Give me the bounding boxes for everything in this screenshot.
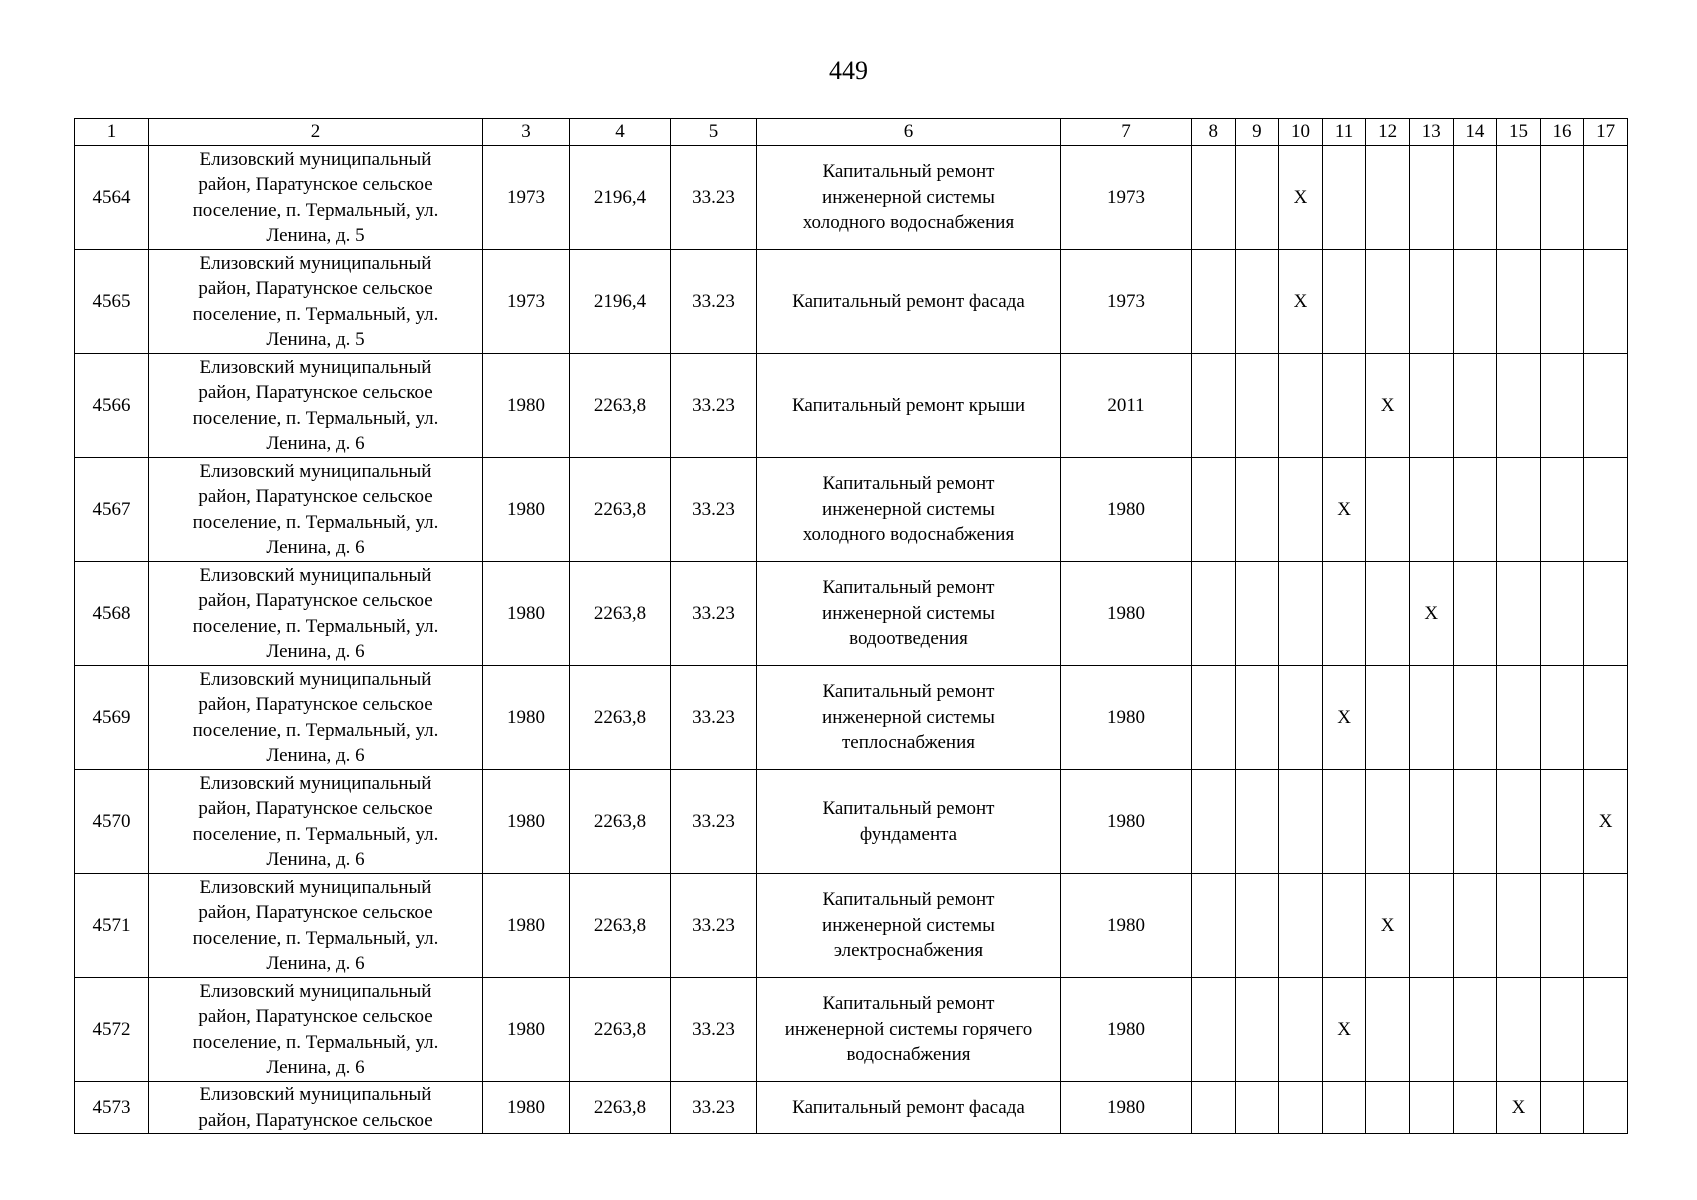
work-type-line: Капитальный ремонт (822, 798, 995, 819)
address-cell (149, 458, 483, 562)
period-mark-cell: X (1279, 250, 1323, 354)
work-type-line: Капитальный ремонт фасада (792, 290, 1025, 312)
period-mark-cell (1409, 1082, 1453, 1134)
period-mark-cell (1540, 1082, 1584, 1134)
period-mark-cell: X (1279, 146, 1323, 250)
table-row (75, 458, 1628, 562)
period-mark-cell (1540, 354, 1584, 458)
year-built-cell: 1980 (483, 874, 570, 978)
period-mark-cell (1192, 874, 1236, 978)
work-type-line: водоснабжения (846, 1044, 971, 1066)
area-cell: 2263,8 (570, 354, 671, 458)
register-table (74, 118, 1628, 1134)
row-number-cell: 4564 (75, 146, 149, 250)
area-cell: 2263,8 (570, 666, 671, 770)
period-mark-cell (1497, 458, 1541, 562)
period-mark-cell (1584, 458, 1628, 562)
rate-cell: 33.23 (671, 1082, 757, 1134)
address-line: район, Паратунское сельское (198, 1109, 433, 1131)
column-header: 14 (1453, 119, 1497, 146)
table-row (75, 770, 1628, 874)
period-mark-cell (1497, 250, 1541, 354)
address-line: Ленина, д. 5 (266, 329, 365, 350)
column-header: 11 (1322, 119, 1366, 146)
row-number-cell: 4567 (75, 458, 149, 562)
work-type-line: инженерной системы горячего (784, 1018, 1033, 1040)
table-row (75, 666, 1628, 770)
year-built-cell: 1980 (483, 562, 570, 666)
address-cell (149, 354, 483, 458)
period-mark-cell (1235, 354, 1279, 458)
address-cell (149, 770, 483, 874)
period-mark-cell: X (1497, 1082, 1541, 1134)
work-type-line: Капитальный ремонт крыши (791, 394, 1026, 416)
period-mark-cell: X (1409, 562, 1453, 666)
table-row (75, 250, 1628, 354)
work-type-line: инженерной системы (822, 186, 995, 208)
period-mark-cell (1322, 874, 1366, 978)
year-last-repair-cell: 1980 (1061, 770, 1192, 874)
address-line: Елизовский муниципальный (199, 668, 432, 690)
work-type-line: Капитальный ремонт (822, 577, 995, 599)
period-mark-cell (1366, 146, 1410, 250)
year-built-cell: 1980 (483, 1082, 570, 1134)
work-type-line: Капитальный ремонт фасада (792, 1096, 1025, 1118)
address-line: поселение, п. Термальный, ул. (192, 927, 439, 949)
work-type-cell (757, 978, 1061, 1082)
address-cell (149, 146, 483, 250)
work-type-cell (757, 562, 1061, 666)
address-line: Елизовский муниципальный (199, 460, 432, 482)
period-mark-cell (1235, 562, 1279, 666)
period-mark-cell (1540, 458, 1584, 562)
address-line: Елизовский муниципальный (199, 148, 432, 170)
period-mark-cell (1497, 354, 1541, 458)
work-type-line: Капитальный ремонт (822, 993, 995, 1015)
year-built-cell: 1980 (483, 978, 570, 1082)
year-last-repair-cell: 1980 (1061, 562, 1192, 666)
period-mark-cell (1409, 874, 1453, 978)
address-line: поселение, п. Термальный, ул. (192, 407, 439, 429)
period-mark-cell (1322, 354, 1366, 458)
column-header: 2 (149, 119, 483, 146)
column-header: 1 (75, 119, 149, 146)
work-type-cell (757, 354, 1061, 458)
work-type-line: Капитальный ремонт (822, 473, 995, 495)
period-mark-cell (1540, 770, 1584, 874)
period-mark-cell (1279, 562, 1323, 666)
period-mark-cell (1366, 978, 1410, 1082)
column-header: 16 (1540, 119, 1584, 146)
period-mark-cell (1322, 770, 1366, 874)
year-last-repair-cell: 1980 (1061, 978, 1192, 1082)
year-built-cell: 1973 (483, 146, 570, 250)
year-built-cell: 1980 (483, 458, 570, 562)
rate-cell: 33.23 (671, 666, 757, 770)
period-mark-cell (1453, 666, 1497, 770)
address-line: район, Паратунское сельское (198, 590, 433, 611)
table-row (75, 874, 1628, 978)
work-type-line: холодного водоснабжения (802, 524, 1015, 546)
work-type-line: Капитальный ремонт (822, 889, 995, 911)
year-last-repair-cell: 1980 (1061, 1082, 1192, 1134)
rate-cell: 33.23 (671, 354, 757, 458)
period-mark-cell (1584, 874, 1628, 978)
period-mark-cell (1584, 354, 1628, 458)
period-mark-cell (1409, 978, 1453, 1082)
period-mark-cell (1192, 666, 1236, 770)
period-mark-cell (1453, 562, 1497, 666)
period-mark-cell (1279, 978, 1323, 1082)
period-mark-cell (1235, 666, 1279, 770)
rate-cell: 33.23 (671, 250, 757, 354)
work-type-line: холодного водоснабжения (802, 212, 1015, 234)
area-cell: 2263,8 (570, 874, 671, 978)
row-number-cell: 4569 (75, 666, 149, 770)
period-mark-cell (1584, 146, 1628, 250)
work-type-line: водоотведения (849, 628, 968, 650)
address-line: Ленина, д. 5 (266, 225, 365, 246)
period-mark-cell (1235, 978, 1279, 1082)
period-mark-cell (1497, 978, 1541, 1082)
address-line: Елизовский муниципальный (199, 876, 432, 898)
period-mark-cell (1235, 874, 1279, 978)
period-mark-cell (1409, 458, 1453, 562)
period-mark-cell (1540, 978, 1584, 1082)
address-cell (149, 562, 483, 666)
period-mark-cell (1584, 978, 1628, 1082)
table-row (75, 978, 1628, 1082)
column-header: 12 (1366, 119, 1410, 146)
period-mark-cell (1540, 874, 1584, 978)
period-mark-cell (1497, 562, 1541, 666)
address-line: Ленина, д. 6 (266, 1057, 365, 1078)
period-mark-cell (1497, 666, 1541, 770)
period-mark-cell (1192, 458, 1236, 562)
area-cell: 2263,8 (570, 770, 671, 874)
address-line: поселение, п. Термальный, ул. (192, 1031, 439, 1053)
address-line: район, Паратунское сельское (198, 174, 433, 195)
period-mark-cell (1409, 770, 1453, 874)
period-mark-cell (1453, 146, 1497, 250)
area-cell: 2196,4 (570, 146, 671, 250)
period-mark-cell (1366, 250, 1410, 354)
year-built-cell: 1980 (483, 770, 570, 874)
period-mark-cell (1453, 978, 1497, 1082)
rate-cell: 33.23 (671, 146, 757, 250)
work-type-line: электроснабжения (833, 940, 984, 962)
work-type-line: Капитальный ремонт (822, 681, 995, 703)
period-mark-cell (1409, 250, 1453, 354)
address-line: Елизовский муниципальный (199, 772, 432, 794)
period-mark-cell (1322, 562, 1366, 666)
column-header: 13 (1409, 119, 1453, 146)
area-cell: 2263,8 (570, 1082, 671, 1134)
address-line: поселение, п. Термальный, ул. (192, 823, 439, 845)
table-body (75, 146, 1628, 1134)
year-last-repair-cell: 1980 (1061, 666, 1192, 770)
work-type-cell (757, 146, 1061, 250)
work-type-line: инженерной системы (822, 706, 995, 728)
rate-cell: 33.23 (671, 874, 757, 978)
period-mark-cell: X (1322, 978, 1366, 1082)
period-mark-cell: X (1366, 354, 1410, 458)
work-type-cell (757, 874, 1061, 978)
address-cell (149, 978, 483, 1082)
period-mark-cell (1497, 770, 1541, 874)
work-type-line: Капитальный ремонт (822, 161, 995, 183)
row-number-cell: 4566 (75, 354, 149, 458)
period-mark-cell (1192, 1082, 1236, 1134)
period-mark-cell (1409, 354, 1453, 458)
row-number-cell: 4570 (75, 770, 149, 874)
work-type-line: инженерной системы (822, 602, 995, 624)
period-mark-cell (1453, 354, 1497, 458)
table-row (75, 354, 1628, 458)
work-type-line: инженерной системы (822, 498, 995, 520)
period-mark-cell (1584, 562, 1628, 666)
address-line: район, Паратунское сельское (198, 798, 433, 819)
column-header: 7 (1061, 119, 1192, 146)
work-type-line: инженерной системы (822, 914, 995, 936)
column-header: 8 (1192, 119, 1236, 146)
work-type-cell (757, 1082, 1061, 1134)
address-line: Елизовский муниципальный (199, 980, 432, 1002)
period-mark-cell (1192, 354, 1236, 458)
period-mark-cell (1409, 146, 1453, 250)
period-mark-cell (1192, 770, 1236, 874)
period-mark-cell (1322, 146, 1366, 250)
period-mark-cell (1366, 770, 1410, 874)
table-row (75, 1082, 1628, 1134)
period-mark-cell (1235, 458, 1279, 562)
address-line: Ленина, д. 6 (266, 537, 365, 558)
period-mark-cell (1366, 562, 1410, 666)
address-line: Елизовский муниципальный (199, 356, 432, 378)
period-mark-cell (1497, 874, 1541, 978)
period-mark-cell (1453, 770, 1497, 874)
period-mark-cell (1366, 1082, 1410, 1134)
period-mark-cell (1584, 250, 1628, 354)
period-mark-cell (1192, 978, 1236, 1082)
period-mark-cell (1192, 562, 1236, 666)
year-last-repair-cell: 1980 (1061, 874, 1192, 978)
period-mark-cell: X (1322, 458, 1366, 562)
page-number: 449 (829, 56, 868, 85)
address-line: поселение, п. Термальный, ул. (192, 615, 439, 637)
row-number-cell: 4565 (75, 250, 149, 354)
period-mark-cell (1584, 1082, 1628, 1134)
table-row (75, 562, 1628, 666)
year-built-cell: 1980 (483, 354, 570, 458)
period-mark-cell (1322, 1082, 1366, 1134)
area-cell: 2263,8 (570, 978, 671, 1082)
work-type-line: теплоснабжения (842, 732, 975, 754)
address-line: район, Паратунское сельское (198, 382, 433, 403)
period-mark-cell (1279, 666, 1323, 770)
period-mark-cell (1235, 250, 1279, 354)
period-mark-cell: X (1366, 874, 1410, 978)
period-mark-cell (1540, 146, 1584, 250)
period-mark-cell (1279, 1082, 1323, 1134)
row-number-cell: 4568 (75, 562, 149, 666)
period-mark-cell (1540, 666, 1584, 770)
work-type-cell (757, 666, 1061, 770)
period-mark-cell (1540, 562, 1584, 666)
year-last-repair-cell: 1973 (1061, 250, 1192, 354)
address-line: район, Паратунское сельское (198, 902, 433, 923)
address-line: Елизовский муниципальный (199, 1084, 432, 1105)
column-header: 4 (570, 119, 671, 146)
year-built-cell: 1973 (483, 250, 570, 354)
period-mark-cell (1366, 458, 1410, 562)
column-header: 5 (671, 119, 757, 146)
year-last-repair-cell: 1980 (1061, 458, 1192, 562)
period-mark-cell (1279, 458, 1323, 562)
address-line: поселение, п. Термальный, ул. (192, 511, 439, 533)
work-type-cell (757, 458, 1061, 562)
column-header: 6 (757, 119, 1061, 146)
column-header: 10 (1279, 119, 1323, 146)
address-cell (149, 1082, 483, 1134)
address-line: Ленина, д. 6 (266, 641, 365, 662)
address-line: поселение, п. Термальный, ул. (192, 719, 439, 741)
year-built-cell: 1980 (483, 666, 570, 770)
period-mark-cell (1322, 250, 1366, 354)
address-line: Елизовский муниципальный (199, 564, 432, 586)
address-cell (149, 666, 483, 770)
address-line: район, Паратунское сельское (198, 278, 433, 299)
area-cell: 2263,8 (570, 562, 671, 666)
year-last-repair-cell: 2011 (1061, 354, 1192, 458)
period-mark-cell (1192, 146, 1236, 250)
period-mark-cell (1279, 354, 1323, 458)
area-cell: 2263,8 (570, 458, 671, 562)
column-header: 9 (1235, 119, 1279, 146)
address-line: Елизовский муниципальный (199, 252, 432, 274)
work-type-line: фундамента (859, 823, 958, 845)
address-line: район, Паратунское сельское (198, 694, 433, 715)
period-mark-cell (1235, 146, 1279, 250)
address-line: поселение, п. Термальный, ул. (192, 303, 439, 325)
rate-cell: 33.23 (671, 458, 757, 562)
column-header: 3 (483, 119, 570, 146)
column-header: 17 (1584, 119, 1628, 146)
period-mark-cell (1409, 666, 1453, 770)
address-line: Ленина, д. 6 (266, 433, 365, 454)
table-row (75, 146, 1628, 250)
row-number-cell: 4572 (75, 978, 149, 1082)
period-mark-cell (1540, 250, 1584, 354)
address-line: район, Паратунское сельское (198, 1006, 433, 1027)
address-cell (149, 874, 483, 978)
row-number-cell: 4571 (75, 874, 149, 978)
period-mark-cell (1584, 666, 1628, 770)
period-mark-cell (1453, 458, 1497, 562)
rate-cell: 33.23 (671, 978, 757, 1082)
column-header: 15 (1497, 119, 1541, 146)
period-mark-cell (1235, 770, 1279, 874)
period-mark-cell (1366, 666, 1410, 770)
period-mark-cell (1453, 250, 1497, 354)
address-cell (149, 250, 483, 354)
address-line: Ленина, д. 6 (266, 953, 365, 974)
address-line: поселение, п. Термальный, ул. (192, 199, 439, 221)
address-line: Ленина, д. 6 (266, 745, 365, 766)
period-mark-cell: X (1322, 666, 1366, 770)
period-mark-cell (1453, 874, 1497, 978)
header-row (75, 119, 1628, 146)
period-mark-cell (1453, 1082, 1497, 1134)
period-mark-cell (1279, 874, 1323, 978)
period-mark-cell (1279, 770, 1323, 874)
row-number-cell: 4573 (75, 1082, 149, 1134)
year-last-repair-cell: 1973 (1061, 146, 1192, 250)
period-mark-cell (1235, 1082, 1279, 1134)
address-line: Ленина, д. 6 (266, 849, 365, 870)
area-cell: 2196,4 (570, 250, 671, 354)
period-mark-cell (1497, 146, 1541, 250)
period-mark-cell (1192, 250, 1236, 354)
address-line: район, Паратунское сельское (198, 486, 433, 507)
work-type-cell (757, 250, 1061, 354)
work-type-cell (757, 770, 1061, 874)
rate-cell: 33.23 (671, 770, 757, 874)
rate-cell: 33.23 (671, 562, 757, 666)
period-mark-cell: X (1584, 770, 1628, 874)
